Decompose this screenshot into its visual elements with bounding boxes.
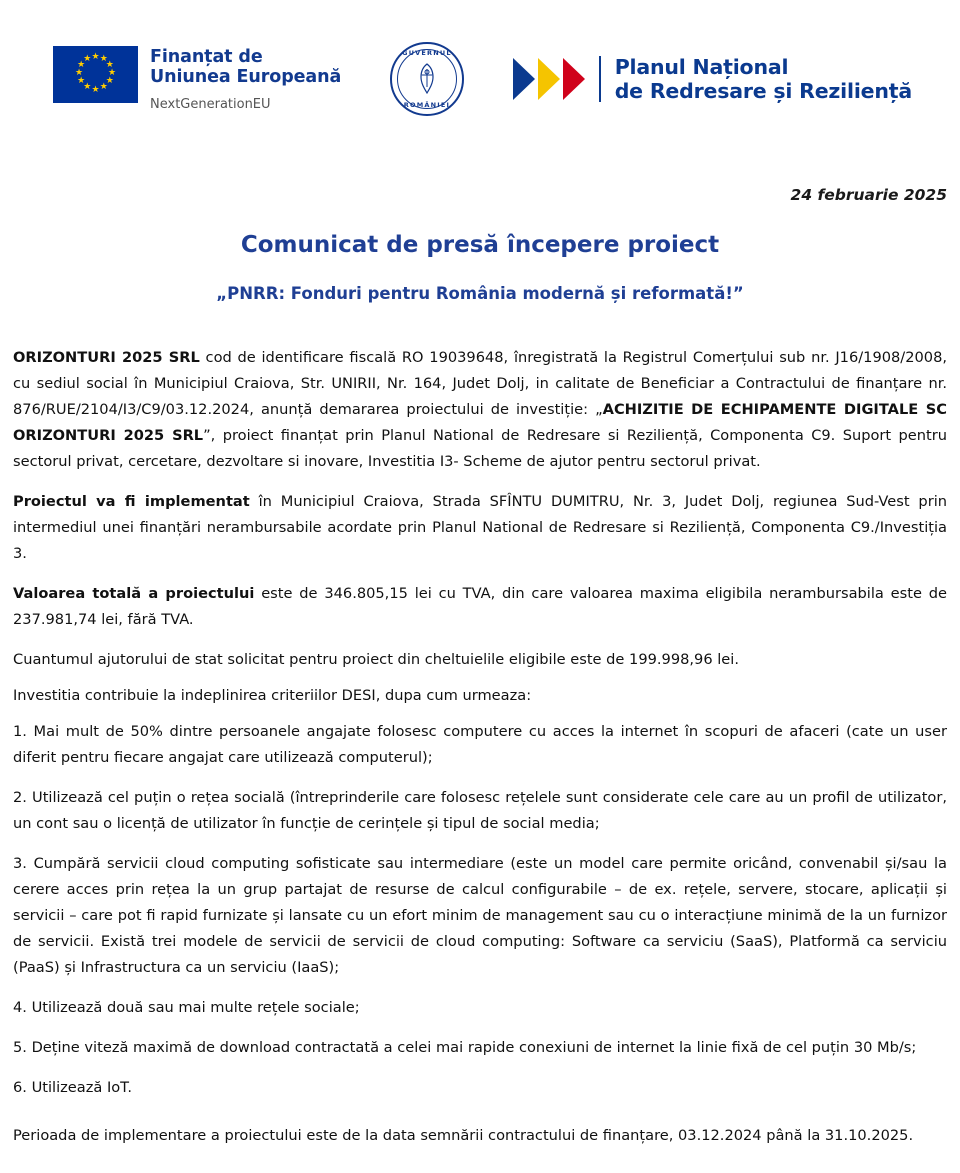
- eu-flag-icon: [53, 46, 138, 103]
- list-item: 2. Utilizează cel puțin o rețea socială (întreprinderile care folosesc rețelele sunt considerate cele care au un profil de utilizator, un cont sau o licență de utilizator în funcție de cerințele și tipul de social media;: [13, 789, 947, 832]
- pnrr-logo: [513, 55, 912, 103]
- paragraph-implementation: [13, 489, 947, 567]
- arrow-yellow-icon: [538, 58, 560, 100]
- logo-header-bar: [8, 30, 952, 116]
- eu-star-icon: ★: [107, 68, 117, 78]
- spacer: [13, 675, 947, 683]
- eu-star-icon: ★: [99, 82, 108, 93]
- project-name: ACHIZITIE DE ECHIPAMENTE DIGITALE SC ORIZONTURI 2025 SRL: [13, 401, 947, 444]
- eu-star-icon: ★: [91, 84, 100, 95]
- list-item: 4. Utilizează două sau mai multe rețele sociale;: [13, 999, 360, 1016]
- paragraph-desi-intro: Investitia contribuie la indeplinirea criteriilor DESI, dupa cum urmeaza:: [13, 687, 532, 704]
- beneficiary-details-tail: ”, proiect finanțat prin Planul National de Redresare si Reziliență, Componenta C9. Suport pentru sectorul privat, cercetare, dezvoltare si inovare, Investitia I3- Scheme de ajutor pentru sectorul privat.: [13, 427, 948, 470]
- eu-star-icon: ★: [83, 53, 92, 64]
- arrow-blue-icon: [513, 58, 535, 100]
- eu-star-icon: ★: [83, 82, 92, 93]
- romania-government-logo: [362, 42, 492, 116]
- implementation-details: în Municipiul Craiova, Strada SFÎNTU DUMITRU, Nr. 3, Judet Dolj, regiunea Sud-Vest prin intermediul unei finanțări nerambursabile acordate prin Planul National de Redresare si Reziliență, Componenta C9./Investiția 3.: [13, 493, 947, 562]
- list-item: 5. Deține viteză maximă de download contractată a celei mai rapide conexiuni de internet la linie fixă de cel puțin 30 Mb/s;: [13, 1039, 917, 1056]
- paragraph-implementation-period: Perioada de implementare a proiectului este de la data semnării contractului de finanțare, 03.12.2024 până la 31.10.2025.: [13, 1127, 914, 1144]
- list-item: 1. Mai mult de 50% dintre persoanele angajate folosesc computere cu acces la internet în scopuri de afaceri (cate un user diferit pentru fiecare angajat care utilizează computerul);: [13, 723, 947, 766]
- total-value-lead: Valoarea totală a proiectului: [13, 585, 255, 602]
- beneficiary-name: ORIZONTURI 2025 SRL: [13, 349, 200, 366]
- implementation-lead: Proiectul va fi implementat: [13, 493, 250, 510]
- eu-funding-logo: [53, 46, 341, 113]
- total-value-details: este de 346.805,15 lei cu TVA, din care valoarea maxima eligibila nerambursabila este de 237.981,74 lei, fără TVA.: [13, 585, 947, 628]
- spacer: [13, 711, 947, 719]
- arrow-red-icon: [563, 58, 585, 100]
- list-item: 3. Cumpără servicii cloud computing sofisticate sau intermediare (este un model care permite oricând, convenabil și/sau la cerere acces prin rețea la un grup partajat de resurse de calcul configurabile – de ex. rețele, servere, stocare, aplicații și servicii – care pot fi rapid furnizate și lansate cu un efort minim de management sau cu o interacțiune minimă de la un furnizor de servicii. Există trei modele de servicii de servicii de cloud computing: Software ca serviciu (SaaS), Platformă ca serviciu (PaaS) și Infrastructura ca un serviciu (IaaS);: [13, 855, 947, 976]
- romania-coat-of-arms-icon: [414, 63, 440, 95]
- gov-seal-top-text: GUVERNUL: [402, 49, 452, 57]
- pnrr-logo-line2: de Redresare și Reziliență: [614, 79, 912, 103]
- page-subtitle: „PNRR: Fonduri pentru România modernă și reformată!”: [216, 284, 744, 303]
- eu-logo-line2: Uniunea Europeană: [150, 66, 342, 87]
- gov-seal-bottom-text: ROMÂNIEI: [403, 101, 451, 109]
- eu-star-icon: ★: [74, 68, 84, 78]
- pnrr-divider: [599, 56, 601, 102]
- pnrr-logo-text: [615, 55, 912, 103]
- eu-logo-line1: Finanțat de: [150, 46, 263, 67]
- eu-star-icon: ★: [105, 59, 114, 70]
- paragraph-total-value: [13, 581, 947, 633]
- document-body: [8, 345, 952, 1149]
- beneficiary-details: cod de identificare fiscală RO 19039648, înregistrată la Registrul Comerțului sub nr. J16/1908/2008, cu sediul social în Municipiul Craiova, Str. UNIRII, Nr. 164, Judet Dolj, in calitate de Beneficiar a Contractului de finanțare nr. 876/RUE/2104/I3/C9/03.12.2024, anunță demararea proiectului de investiție: „: [13, 349, 947, 418]
- eu-star-icon: ★: [91, 51, 100, 62]
- document-date: 24 februarie 2025: [790, 186, 947, 204]
- page-title: Comunicat de presă începere proiect: [240, 232, 720, 258]
- eu-logo-text: [150, 47, 341, 113]
- eu-logo-subtitle: NextGenerationEU: [150, 96, 271, 112]
- paragraph-beneficiary: [13, 345, 947, 475]
- spacer: [13, 1115, 947, 1123]
- eu-star-icon: ★: [99, 53, 108, 64]
- romania-government-seal-icon: [390, 42, 464, 116]
- pnrr-logo-line1: Planul Național: [614, 55, 789, 79]
- paragraph-state-aid: Cuantumul ajutorului de stat solicitat pentru proiect din cheltuielile eligibile este de 199.998,96 lei.: [13, 651, 739, 668]
- pnrr-arrows-icon: [513, 58, 585, 100]
- eu-star-icon: ★: [77, 76, 86, 87]
- eu-star-icon: ★: [77, 59, 86, 70]
- list-item: 6. Utilizează IoT.: [13, 1079, 133, 1096]
- eu-star-icon: ★: [105, 76, 114, 87]
